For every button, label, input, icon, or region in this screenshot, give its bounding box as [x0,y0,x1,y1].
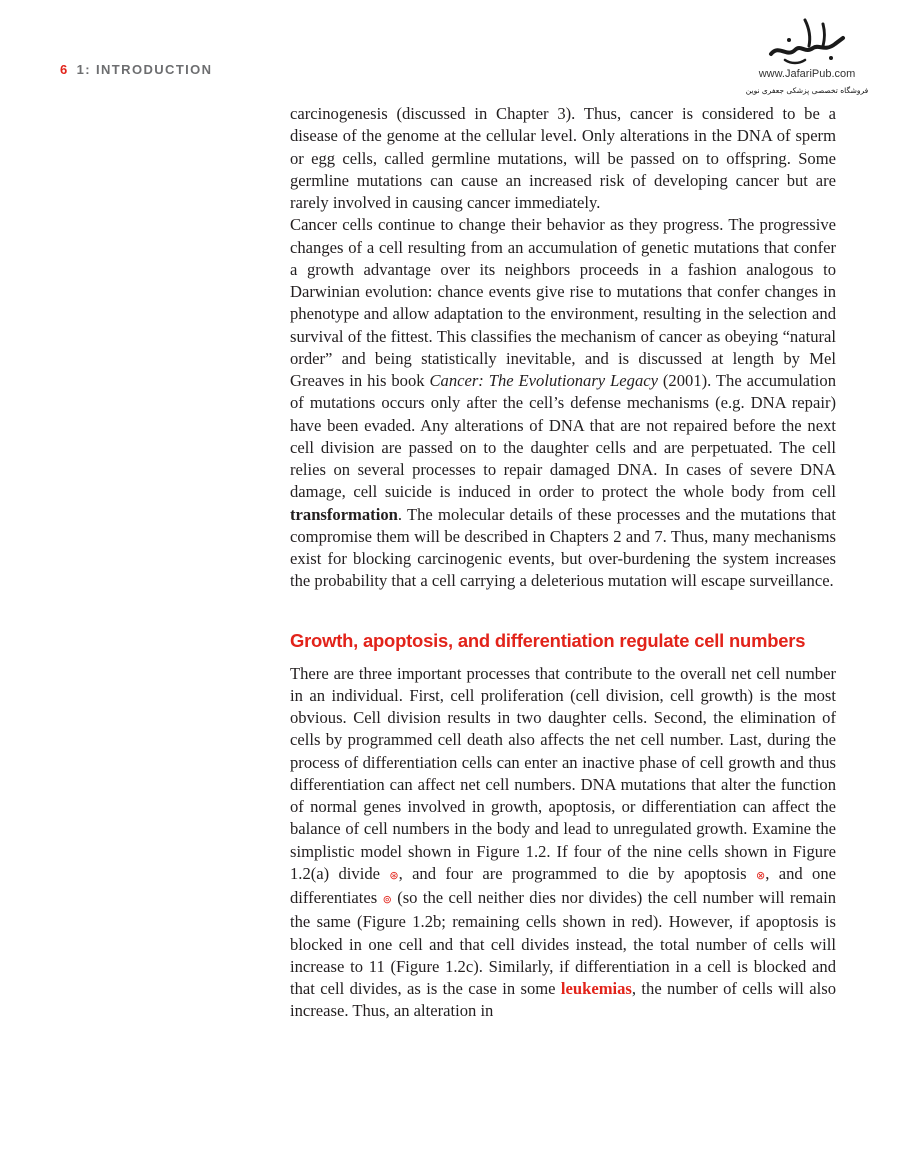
paragraph-2-text-c: . The molecular details of these processes and the mutations that compromise them will be described in Chapters 2 and 7. Thus, many mechanisms exist for blocking carcinogenic events, but over-burdening the system increases the probability that a cell carrying a deleterious mutation will escape surveillance. [290,504,836,591]
key-term-transformation: transformation [290,504,398,524]
logo-url: www.JafariPub.com [758,68,856,80]
paragraph-3-text-e: , the number of cells will also increase. Thus, an alteration in [290,979,836,1021]
calligraphy-logo-icon [765,14,849,66]
key-term-leukemias: leukemias [560,979,632,998]
paragraph-3-text-c: , and one differentiates [290,863,836,907]
paragraph-2 [290,214,836,592]
divide-symbol-icon: ⊛ [389,868,399,882]
paragraph-3-text-b: , and four are programmed to die by apoptosis [398,863,756,883]
paragraph-2-text-a: Cancer cells continue to change their behavior as they progress. The progressive changes of a cell resulting from an accumulation of genetic mutations that confer a growth advantage over its neighbors proceeds in a fashion analogous to Darwinian evolution: chance events give rise to mutations that confer changes in phenotype and allow adaptation to the environment, resulting in the selection and survival of the fittest. This classifies the mechanism of cancer as obeying “natural order” and being statistically inevitable, and is discussed at length by Mel Greaves in his book [290,215,836,390]
book-title: Cancer: The Evolutionary Legacy [429,371,658,390]
section-heading: Growth, apoptosis, and differentiation regulate cell numbers [290,629,806,651]
publisher-logo [744,14,870,106]
paragraph-3-text-a: There are three important processes that contribute to the overall net cell number in an individual. First, cell proliferation (cell division, cell growth) is the most obvious. Cell division results in two daughter cells. Second, the elimination of cells by programmed cell death also affects the net cell number. Last, during the process of differentiation cells can enter an inactive phase of cell growth and thus differentiation can affect net cell numbers. DNA mutations that alter the function of normal genes involved in growth, apoptosis, or differentiation can affect the balance of cell numbers in the body and lead to unregulated growth. Examine the simplistic model shown in Figure 1.2. If four of the nine cells shown in Figure 1.2(a) divide [290,663,836,883]
paragraph-3 [290,663,836,1023]
differentiation-symbol-icon: ⊚ [382,893,392,906]
running-head [60,62,212,77]
chapter-title: 1: INTRODUCTION [76,62,213,77]
apoptosis-symbol-icon: ⊗ [756,868,766,882]
paragraph-1: carcinogenesis (discussed in Chapter 3). Thus, cancer is considered to be a disease of the genome at the cellular level. Only alterations in the DNA of sperm or egg cells, called germline mutations, will be passed on to offspring. Some germline mutations can cause an increased risk of developing cancer but are rarely involved in causing cancer immediately. [290,104,836,212]
paragraph-2-text-b: (2001). The accumulation of mutations occurs only after the cell’s defense mechanisms (e.g. DNA repair) have been evaded. Any alterations of DNA that are not repaired before the next cell division are passed on to the daughter cells and are perpetuated. The cell relies on several processes to repair damaged DNA. In cases of severe DNA damage, cell suicide is induced in order to protect the whole body from cell [290,371,836,502]
main-text-column [290,103,836,1023]
page-number: 6 [60,62,69,77]
logo-tagline: فروشگاه تخصصی پزشکی جعفری نوین [745,86,869,95]
paragraph-3-text-d: (so the cell neither dies nor divides) the cell number will remain the same (Figure 1.2b; remaining cells shown in red). However, if apoptosis is blocked in one cell and that cell divides instead, the total number of cells will increase to 11 (Figure 1.2c). Similarly, if differentiation in a cell is blocked and that cell divides, as is the case in some [290,888,836,998]
